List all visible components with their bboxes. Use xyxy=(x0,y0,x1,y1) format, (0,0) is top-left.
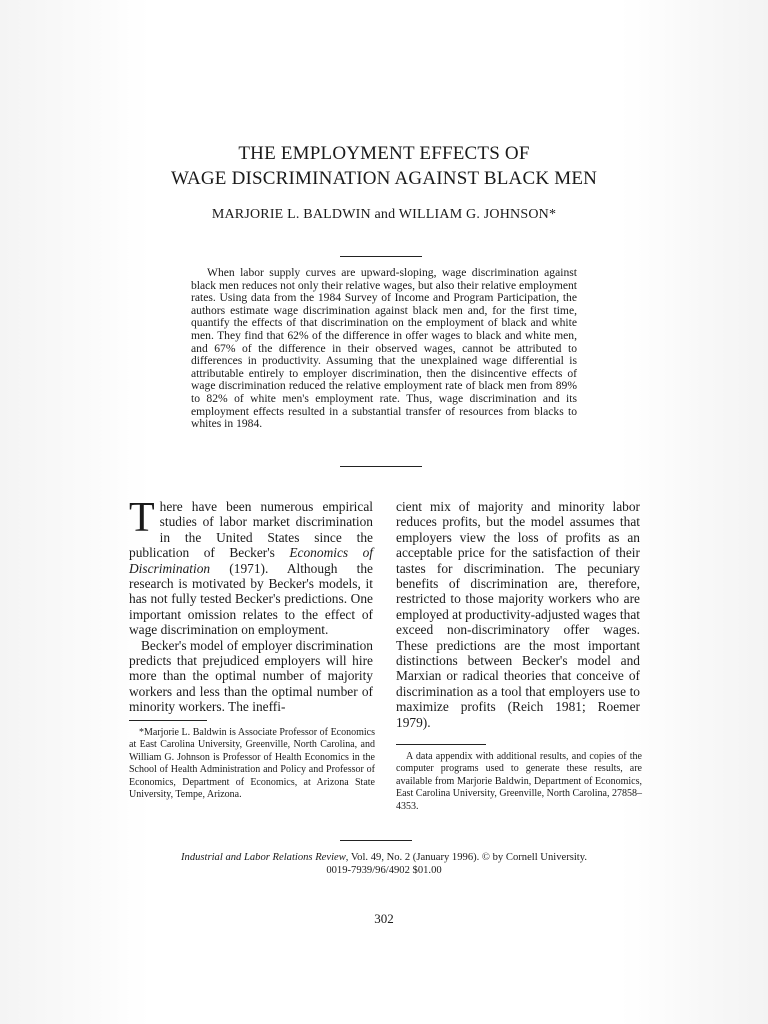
article-title-line-1: THE EMPLOYMENT EFFECTS OF xyxy=(238,143,530,164)
body-column-right xyxy=(396,499,640,730)
footnote-rule-right xyxy=(396,744,486,745)
body-column-left xyxy=(129,495,373,715)
citation-details: , Vol. 49, No. 2 (January 1996). © by Cornell University. xyxy=(345,852,587,863)
abstract-top-rule xyxy=(340,256,422,257)
body-paragraph-1-text-a: here have been numerous empirical studies of labor market discrimination in the United States since the publication of Becker's xyxy=(129,499,373,561)
citation-issn: 0019-7939/96/4902 $01.00 xyxy=(326,865,442,876)
body-paragraph-3: cient mix of majority and minority labor reduces profits, but the model assumes that employers view the loss of profits as an acceptable price for the satisfaction of their tastes for discrimination. The pecuniary benefits of discrimination are, therefore, restricted to those majority workers who are employed at productivity-adjusted wages that exceed non-discriminatory offer wages. These predictions are the most important distinctions between Becker's model and Marxian or radical theories that conceive of discrimination as a tool that employers use to maximize profits (Reich 1981; Roemer 1979). xyxy=(396,499,640,730)
page-number: 302 xyxy=(374,911,394,926)
citation-rule xyxy=(340,840,412,841)
author-footnote: *Marjorie L. Baldwin is Associate Professor of Economics at East Carolina University, Greenville, North Carolina, and William G. Johnson is Professor of Health Economics in the School of Health Administration and Policy and Professor of Economics, Department of Economics, at Arizona State University, Tempe, Arizona. xyxy=(129,727,375,801)
body-paragraph-1 xyxy=(129,495,373,638)
footnote-rule-left xyxy=(129,720,207,721)
abstract-bottom-rule xyxy=(340,466,422,467)
journal-citation xyxy=(130,851,638,877)
body-paragraph-2: Becker's model of employer discrimination predicts that prejudiced employers will hire more than the optimal number of majority workers and less than the optimal number of minority workers. The ineffi- xyxy=(129,637,373,715)
abstract-text: When labor supply curves are upward-sloping, wage discrimination against black men reduces not only their relative wages, but also their relative employment rates. Using data from the 1984 Survey of Income and Program Participation, the authors estimate wage discrimination against black men and, for the first time, quantify the effects of that discrimination on the employment of black and white men. They find that 62% of the difference in offer wages to black and white men, and 67% of the difference in their observed wages, cannot be attributed to differences in productivity. Assuming that the unexplained wage differential is attributable entirely to employer discrimination, then the disincentive effects of wage discrimination reduced the relative employment rate of black men from 89% to 82% of white men's employment rate. Thus, wage discrimination and its employment effects resulted in a substantial transfer of resources from blacks to whites in 1984. xyxy=(191,266,578,431)
journal-name: Industrial and Labor Relations Review xyxy=(181,852,346,863)
drop-cap: T xyxy=(129,495,155,541)
body-paragraph-1-text-b: (1971). Although the research is motivated by Becker's models, it has not fully tested Becker's predictions. One important omission relates to the effect of wage discrimination on employment. xyxy=(129,560,373,638)
book-title-italic: Economics of Discrimination xyxy=(129,545,373,576)
article-authors: MARJORIE L. BALDWIN and WILLIAM G. JOHNSON* xyxy=(211,207,557,222)
article-title-line-2: WAGE DISCRIMINATION AGAINST BLACK MEN xyxy=(170,168,598,189)
data-appendix-footnote: A data appendix with additional results, and copies of the computer programs used to generate these results, are available from Marjorie Baldwin, Department of Economics, East Carolina University, Greenville, North Carolina, 27858–4353. xyxy=(396,751,642,812)
